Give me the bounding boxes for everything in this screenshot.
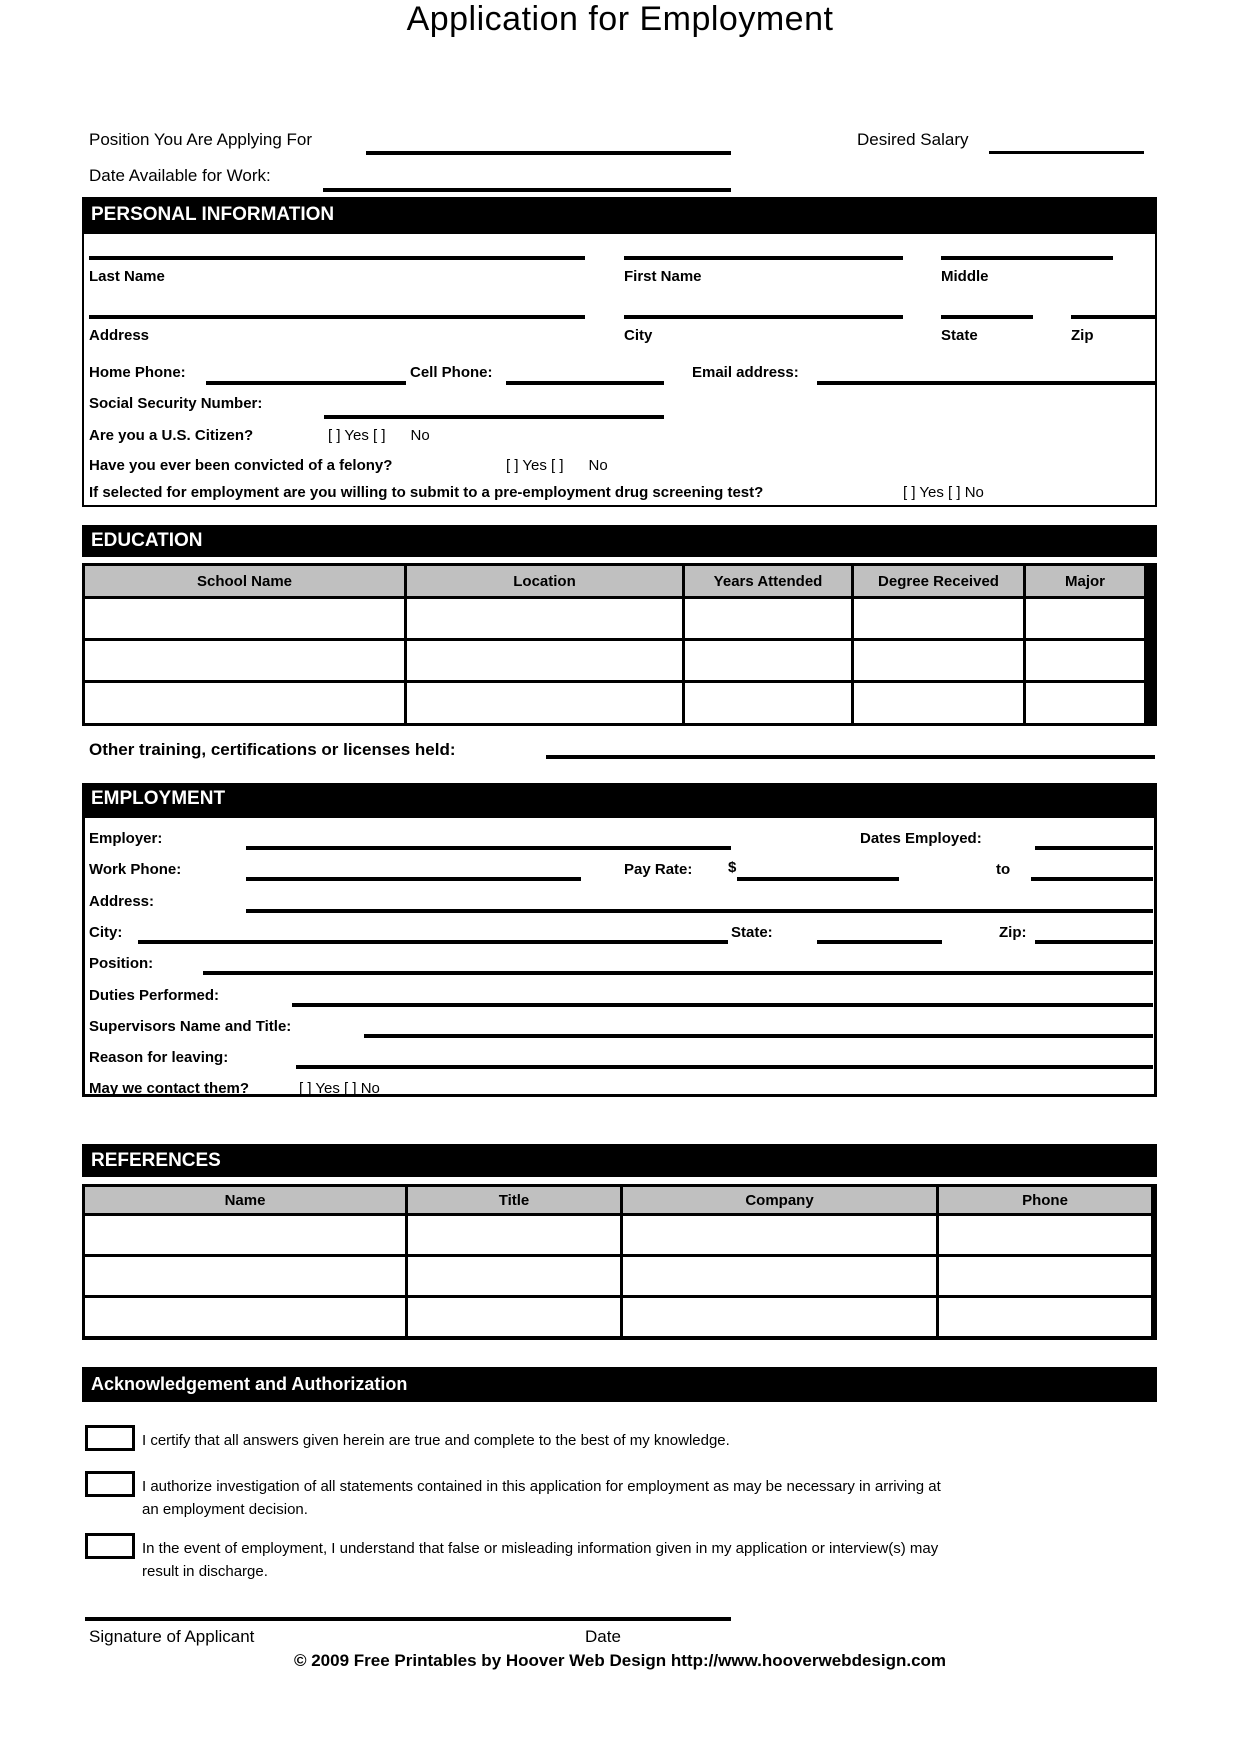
education-column-header: Location bbox=[407, 566, 682, 596]
references-column-header: Phone bbox=[939, 1187, 1151, 1213]
education-cell[interactable] bbox=[85, 641, 404, 680]
references-cell[interactable] bbox=[939, 1216, 1151, 1254]
acknowledgement-header: Acknowledgement and Authorization bbox=[82, 1367, 1157, 1402]
middle-name-label: Middle bbox=[941, 268, 989, 285]
city-line[interactable] bbox=[624, 315, 903, 319]
employment-position-label: Position: bbox=[89, 955, 154, 972]
felony-yes-no-checkboxes[interactable]: [ ] Yes [ ] No bbox=[506, 457, 608, 474]
authorize-checkbox[interactable] bbox=[85, 1471, 135, 1497]
state-line[interactable] bbox=[941, 315, 1033, 319]
pay-rate-to-line[interactable] bbox=[1031, 877, 1153, 881]
last-name-line[interactable] bbox=[89, 256, 585, 260]
other-training-label: Other training, certifications or licenses held: bbox=[89, 740, 456, 759]
employment-position-line[interactable] bbox=[203, 971, 1153, 975]
last-name-label: Last Name bbox=[89, 268, 165, 285]
supervisor-line[interactable] bbox=[364, 1034, 1153, 1038]
education-cell[interactable] bbox=[685, 641, 851, 680]
references-column-header: Name bbox=[85, 1187, 405, 1213]
education-column-header: Major bbox=[1026, 566, 1144, 596]
education-cell[interactable] bbox=[1026, 599, 1144, 638]
date-available-label: Date Available for Work: bbox=[89, 166, 271, 185]
work-phone-line[interactable] bbox=[246, 877, 581, 881]
other-training-line[interactable] bbox=[546, 755, 1155, 759]
cell-phone-line[interactable] bbox=[506, 381, 664, 385]
supervisor-label: Supervisors Name and Title: bbox=[89, 1018, 292, 1035]
reason-leaving-label: Reason for leaving: bbox=[89, 1049, 229, 1066]
references-column-header: Company bbox=[623, 1187, 936, 1213]
pay-rate-to-label: to bbox=[996, 861, 1011, 878]
employment-zip-line[interactable] bbox=[1035, 940, 1153, 944]
ssn-label: Social Security Number: bbox=[89, 395, 263, 412]
education-cell[interactable] bbox=[407, 683, 682, 723]
references-cell[interactable] bbox=[623, 1216, 936, 1254]
work-phone-label: Work Phone: bbox=[89, 861, 182, 878]
references-cell[interactable] bbox=[623, 1257, 936, 1295]
education-cell[interactable] bbox=[854, 683, 1023, 723]
copyright-notice: © 2009 Free Printables by Hoover Web Design http://www.hooverwebdesign.com bbox=[293, 1651, 947, 1670]
zip-line[interactable] bbox=[1071, 315, 1155, 319]
authorize-statement-line1: I authorize investigation of all statements contained in this application for employment as may be necessary in arriving at bbox=[142, 1478, 941, 1495]
education-table bbox=[82, 563, 1157, 726]
position-applying-line[interactable] bbox=[366, 151, 731, 155]
references-cell[interactable] bbox=[408, 1298, 620, 1336]
dollar-sign: $ bbox=[728, 859, 737, 876]
references-cell[interactable] bbox=[85, 1298, 405, 1336]
education-column-header: School Name bbox=[85, 566, 404, 596]
city-label: City bbox=[624, 327, 653, 344]
references-cell[interactable] bbox=[408, 1257, 620, 1295]
employer-line[interactable] bbox=[246, 846, 731, 850]
personal-information-header: PERSONAL INFORMATION bbox=[82, 197, 1157, 232]
home-phone-label: Home Phone: bbox=[89, 364, 186, 381]
home-phone-line[interactable] bbox=[206, 381, 406, 385]
may-we-contact-question: May we contact them? bbox=[89, 1080, 250, 1097]
citizen-yes-no-checkboxes[interactable]: [ ] Yes [ ] No bbox=[328, 427, 430, 444]
education-header: EDUCATION bbox=[82, 525, 1157, 557]
certify-statement: I certify that all answers given herein are true and complete to the best of my knowledge. bbox=[142, 1432, 730, 1449]
duties-performed-label: Duties Performed: bbox=[89, 987, 220, 1004]
drug-test-question: If selected for employment are you willing to submit to a pre-employment drug screening test? bbox=[89, 484, 764, 501]
felony-question: Have you ever been convicted of a felony? bbox=[89, 457, 393, 474]
discharge-statement-line1: In the event of employment, I understand that false or misleading information given in my application or interview(s) may bbox=[142, 1540, 939, 1557]
first-name-line[interactable] bbox=[624, 256, 903, 260]
date-available-line[interactable] bbox=[323, 188, 731, 192]
references-cell[interactable] bbox=[408, 1216, 620, 1254]
certify-checkbox[interactable] bbox=[85, 1425, 135, 1451]
employer-label: Employer: bbox=[89, 830, 163, 847]
education-cell[interactable] bbox=[407, 641, 682, 680]
address-label: Address bbox=[89, 327, 150, 344]
education-cell[interactable] bbox=[685, 599, 851, 638]
desired-salary-line[interactable] bbox=[989, 151, 1144, 154]
email-line[interactable] bbox=[817, 381, 1155, 385]
references-header: REFERENCES bbox=[82, 1144, 1157, 1177]
education-column-header: Degree Received bbox=[854, 566, 1023, 596]
references-table bbox=[82, 1184, 1157, 1340]
zip-label: Zip bbox=[1071, 327, 1094, 344]
education-cell[interactable] bbox=[1026, 683, 1144, 723]
references-column-header: Title bbox=[408, 1187, 620, 1213]
education-cell[interactable] bbox=[685, 683, 851, 723]
middle-name-line[interactable] bbox=[941, 256, 1113, 260]
references-cell[interactable] bbox=[85, 1216, 405, 1254]
signature-line[interactable] bbox=[85, 1617, 731, 1621]
date-label: Date bbox=[585, 1627, 621, 1646]
page-title: Application for Employment bbox=[406, 0, 834, 38]
references-cell[interactable] bbox=[939, 1257, 1151, 1295]
employment-address-label: Address: bbox=[89, 893, 155, 910]
pay-rate-label: Pay Rate: bbox=[624, 861, 693, 878]
authorize-statement-line2: an employment decision. bbox=[142, 1501, 308, 1518]
email-label: Email address: bbox=[692, 364, 799, 381]
employment-state-label: State: bbox=[731, 924, 773, 941]
employment-header: EMPLOYMENT bbox=[82, 783, 1157, 815]
citizen-question: Are you a U.S. Citizen? bbox=[89, 427, 254, 444]
employment-box bbox=[82, 815, 1157, 1097]
ssn-line[interactable] bbox=[324, 415, 664, 419]
employment-city-label: City: bbox=[89, 924, 123, 941]
employment-address-line[interactable] bbox=[246, 909, 1153, 913]
employment-zip-label: Zip: bbox=[999, 924, 1027, 941]
references-cell[interactable] bbox=[85, 1257, 405, 1295]
dates-employed-line[interactable] bbox=[1035, 846, 1153, 850]
pay-rate-line[interactable] bbox=[737, 877, 899, 881]
education-cell[interactable] bbox=[85, 683, 404, 723]
education-cell[interactable] bbox=[407, 599, 682, 638]
discharge-checkbox[interactable] bbox=[85, 1533, 135, 1559]
drug-test-yes-no-checkboxes[interactable]: [ ] Yes [ ] No bbox=[903, 484, 984, 501]
reason-leaving-line[interactable] bbox=[296, 1065, 1153, 1069]
education-cell[interactable] bbox=[854, 641, 1023, 680]
employment-state-line[interactable] bbox=[817, 940, 942, 944]
address-line[interactable] bbox=[89, 315, 585, 319]
discharge-statement-line2: result in discharge. bbox=[142, 1563, 268, 1580]
desired-salary-label: Desired Salary bbox=[857, 130, 969, 149]
education-column-header: Years Attended bbox=[685, 566, 851, 596]
references-cell[interactable] bbox=[939, 1298, 1151, 1336]
cell-phone-label: Cell Phone: bbox=[410, 364, 493, 381]
dates-employed-label: Dates Employed: bbox=[860, 830, 982, 847]
first-name-label: First Name bbox=[624, 268, 702, 285]
references-cell[interactable] bbox=[623, 1298, 936, 1336]
state-label: State bbox=[941, 327, 978, 344]
employment-city-line[interactable] bbox=[138, 940, 728, 944]
position-applying-label: Position You Are Applying For bbox=[89, 130, 313, 149]
may-we-contact-yes-no-checkboxes[interactable]: [ ] Yes [ ] No bbox=[299, 1080, 380, 1097]
duties-performed-line[interactable] bbox=[292, 1003, 1153, 1007]
education-cell[interactable] bbox=[85, 599, 404, 638]
signature-label: Signature of Applicant bbox=[89, 1627, 255, 1646]
education-cell[interactable] bbox=[854, 599, 1023, 638]
education-cell[interactable] bbox=[1026, 641, 1144, 680]
